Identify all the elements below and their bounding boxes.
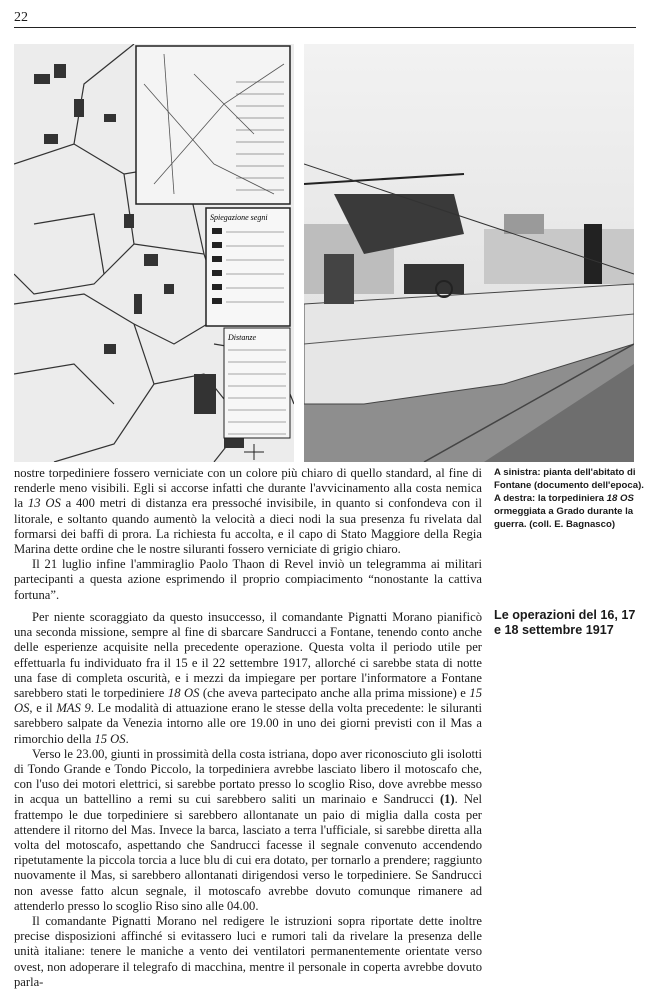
- photo-figure: [304, 44, 634, 462]
- paragraph: Verso le 23.00, giunti in prossimità della costa istriana, dopo aver riconosciuto gli isolotti di Tondo Grande e Tondo Piccolo, la torpediniera avrebbe lasciato libero il motoscafo che, con l'uso dei motori elettrici, si sarebbe portato presso lo scoglio Riso, dove avrebbe messo in acqua un battellino a remi su cui sarebbero saliti un marinaio e Sandrucci (1). Nel frattempo le due torpediniere si sarebbero allontanate un paio di miglia dalla costa per attendere il ritorno del Mas. Invece la barca, lasciato a terra l'ufficiale, si sarebbe diretta alla volta del motoscafo, aspettando che Sandrucci facesse il segnale convenuto accendendo ripetutamente la piccola torcia a luce blu di cui era dotato, per tornarlo a prendere; raggiunto nuovamente il Mas, si sarebbero allontanati dirigendosi verso le torpediniere. Se Sandrucci non avesse fatto alcun segnale, il motoscafo avrebbe dovuto comunque rimanere ad attenderlo presso lo scoglio Riso sino alle 04.00.: [14, 746, 483, 913]
- paragraph: nostre torpediniere fossero verniciate con un colore più chiaro di quello standard, al fine di renderle meno visibili. Egli si accorse infatti che durante l'avvicinamento alla costa nemica la 13 OS a 400 metri di distanza era pressoché invisibile, in quanto si confondeva con il litorale, e soltanto quando aumentò la velocità a dieci nodi la sua presenza fu rivelata dal formarsi dei baffi di prora. La richiesta fu accolta, e il capo di Stato Maggiore della Regia Marina dette ordine che le nostre siluranti fossero verniciate di grigio chiaro.: [14, 466, 482, 557]
- page-number: 22: [14, 10, 28, 25]
- caption-line-2: Fontane (documento dell'epoca).: [494, 480, 644, 491]
- caption-boat-name: 18 OS: [606, 493, 634, 504]
- caption-line-4: ormeggiata a Grado durante la guerra. (coll. E. Bagnasco): [494, 506, 634, 530]
- paragraph: Per niente scoraggiato da questo insuccesso, il comandante Pignatti Morano pianificò una seconda missione, sempre al fine di sbarcare Sandrucci a Fontane, tenendo conto anche delle esperienze acquisite nella precedente operazione. Questa volta il periodo utile per effettuarla fu individuato fra il 15 e il 22 settembre 1917, allorché ci sarebbe stata di notte una fase di completa oscurità, e i mezzi da impiegare per portare l'informatore a Fontane sarebbero stati le torpediniere 18 OS (che aveva partecipato anche alla prima missione) e 15 OS, e il MAS 9. Le modalità di attuazione erano le stesse della volta precedente: le siluranti sarebbero salpate da Venezia intorno alle ore 19.00 in uno dei giorni previsti con il Mas a rimorchio della 15 OS.: [14, 610, 482, 746]
- figure-caption: [494, 466, 644, 531]
- distances-title: Distanze: [228, 333, 256, 342]
- map-figure: [14, 44, 294, 462]
- text-block-2: [14, 610, 482, 990]
- section-heading: Le operazioni del 16, 17 e 18 settembre 1917: [494, 608, 636, 637]
- legend-title: Spiegazione segni: [210, 213, 268, 222]
- paragraph: Il 21 luglio infine l'ammiraglio Paolo Thaon di Revel inviò un telegramma ai militari partecipanti a questa azione esprimendo il proprio compiacimento “nonostante la cattiva fortuna”.: [14, 557, 482, 602]
- map-drawing: [14, 44, 294, 462]
- caption-line-3: A destra: la torpediniera: [494, 493, 607, 504]
- torpedo-boat-photo: [304, 44, 634, 462]
- caption-line-1: A sinistra: pianta dell'abitato di: [494, 467, 636, 478]
- header-rule: [14, 27, 636, 28]
- text-block-1: [14, 466, 482, 603]
- paragraph: Il comandante Pignatti Morano nel redigere le istruzioni sopra riportate dette inoltre precise disposizioni affinché si evitassero luci e rumori tali da rivelare la presenza delle unità italiane: tenere le maniche a vento dei ventilatori permanentemente orientate verso ovest, non adoperare il telegrafo di macchina, mentre il personale in coperta avrebbe dovuto parla-: [14, 914, 482, 989]
